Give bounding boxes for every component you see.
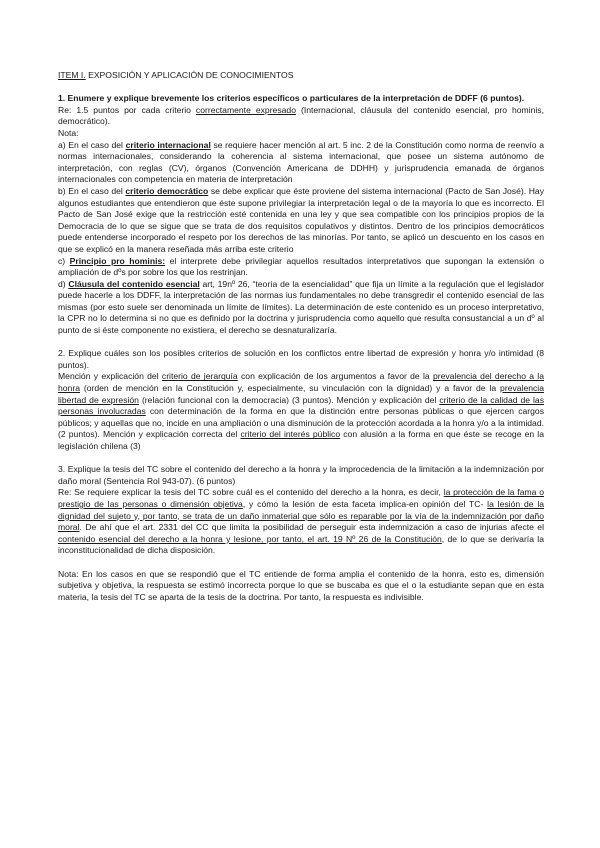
answer-underlined: prevalencia del derecho a la honra [58,371,544,394]
answer-underlined: prevalencia libertad de expresión [58,383,544,405]
answer-text: con explicación de los argumentos a favor de la [237,371,433,382]
answer-underlined: la lesión de la dignidad del sujeto y, por tanto, se trata de un daño inmaterial que sólo es reparable por la vía de la indemnización por daño moral [58,498,545,533]
criterion-a [58,140,544,186]
answer-text: , y cómo la lesión de esta faceta implica-en opinión del TC- [242,498,488,509]
answer-text: (relación funcional con la democracia) (3 puntos). Mención y explicación del [138,394,440,405]
answer-text: . De ahí que el art. 2331 del CC que limita la posibilidad de perseguir esta indemnización a caso de injurias afecte el [79,522,544,533]
answer-text: con alusión a la forma en que éste se recoge en la legislación chilena (3) [58,429,544,451]
question-3: 3. Explique la tesis del TC sobre el contenido del derecho a la honra y la improcedencia de la limitación a la indemnización por daño moral (Sentencia Rol 943-07). (6 puntos) [58,464,544,486]
answer-underlined: criterio del interés público [240,429,341,440]
answer-text: , de lo que se derivaría la inconstitucionalidad de dicha disposición. [58,533,544,556]
answer-text: Re: Se requiere explicar la tesis del TC sobre cuál es el contenido del derecho a la honra, es decir, [58,487,444,498]
criterion-term: criterio democrático [125,185,209,196]
question-3-block [58,464,544,557]
section-heading [58,70,544,82]
criterion-marker: c) [58,255,70,266]
answer-underlined: contenido esencial del derecho a la honra y lesione, por tanto, el art. 19 Nº 26 de la Constitución [58,533,442,544]
criterion-c [58,256,544,279]
question-2-block [58,348,544,452]
answer-text: (Internacional, cláusula del contenido esencial, pro hominis, democrático). [58,104,544,127]
section-heading-rest: EXPOSICIÓN Y APLICACIÓN DE CONOCIMIENTOS [85,70,294,80]
final-note: Nota: En los casos en que se respondió que el TC entiende de forma amplia el contenido de la honra, esto es, dimensión subjetiva y objetiva, la respuesta se estimó incorrecta porque lo que se buscaba es que el o la estudiante sepan que en esta materia, la tesis del TC se aparta de la tesis de la doctrina. Por tanto, la respuesta es indivisible. [58,568,544,602]
question-3-answer [58,487,544,557]
answer-underlined: criterio de la calidad de las personas involucradas [58,394,544,417]
answer-underlined: correctamente expresado [195,104,296,115]
answer-text: (orden de mención en la Constitución y, especialmente, su vinculación con la dignidad) y a favor de la [79,383,501,394]
criterion-marker: a) En el caso del [58,139,126,150]
answer-text: Re: 1.5 puntos por cada criterio [58,104,196,115]
question-2: 2. Explique cuáles son los posibles criterios de solución en los conflictos entre libertad de expresión y honra y/o intimidad (8 puntos). [58,348,544,370]
question-1-answer [58,105,544,128]
criterion-text: el interprete debe privilegiar aquellos resultados interpretativos que supongan la extensión o ampliación de dºs por sobre los que los restrinjan. [58,255,544,278]
question-2-answer [58,371,544,452]
criterion-text: art, 19nº 26, “teoría de la esencialidad” que fija un límite a la regulación que el legislador puede hacerle a los DDFF, la interpretación de las normas ius fundamentales no debe transgredir el contenido esencial de las mismas (por esto suele ser denominada un límite de límites). La determinación de este contenido es un proceso interpretativo, la CPR no lo determina si no que es definido por la doctrina y jurisprudencia como aquello que resulta consustancial a un dº al punto de si éste componente no existiera, el derecho se desnaturalizaría. [58,278,544,336]
criterion-marker: b) En el caso del [58,185,126,196]
criterion-term: Principio pro hominis: [69,255,166,266]
criterion-text: se requiere hacer mención al art. 5 inc. 2 de la Constitución como norma de reenvío a normas internacionales, considerando la coherencia al sistema internacional, que posee un sistema autónomo de interpretación, con reglas (CV), órganos (Convención Americana de DDHH) y jurisprudencia emanada de órganos internacionales con competencia en materia de interpretación [58,139,544,185]
criterion-term: criterio internacional [125,139,211,150]
criterion-term: Cláusula del contenido esencial [68,278,200,289]
question-1-block [58,93,544,336]
section-heading-prefix: ITEM I. [58,70,86,80]
note-label: Nota: [58,127,79,138]
criterion-marker: d) [58,278,69,289]
answer-text: Mención y explicación del [58,371,162,382]
criterion-b [58,186,544,256]
answer-text: con determinación de la forma en que la distinción entre personas públicas o que ejercen cargos públicos; y aquellas que no, incide en una ampliación o una disminución de la protección acordada a la honra y/o a la intimidad. (2 puntos). Mención y explicación correcta del [58,406,544,440]
answer-underlined: la protección de la fama o prestigio de las personas o dimensión objetiva [58,487,544,509]
question-1: 1. Enumere y explique brevemente los criterios específicos o particulares de la interpretación de DDFF (6 puntos). [58,93,525,104]
criterion-d [58,279,544,337]
document-page [58,70,544,603]
criterion-text: se debe explicar que éste proviene del sistema internacional (Pacto de San José). Hay algunos estudiantes que entendieron que éste supone privilegiar la interpretación legal o de la mayoría lo que es incorrecto. El Pacto de San José exige que la restricción esté contenida en una ley y que sea compatible con los principios propios de la Democracia de lo que se sigue que se trata de dos requisitos copulativos y distintos. Dentro de los principios democráticos puede entenderse incorporado el respeto por los derechos de las minorías. Por tanto, se aplicó un descuento en los casos en que se explicó en la manera reseñada más arriba este criterio [58,185,544,254]
answer-underlined: criterio de jerarquía [161,371,238,382]
